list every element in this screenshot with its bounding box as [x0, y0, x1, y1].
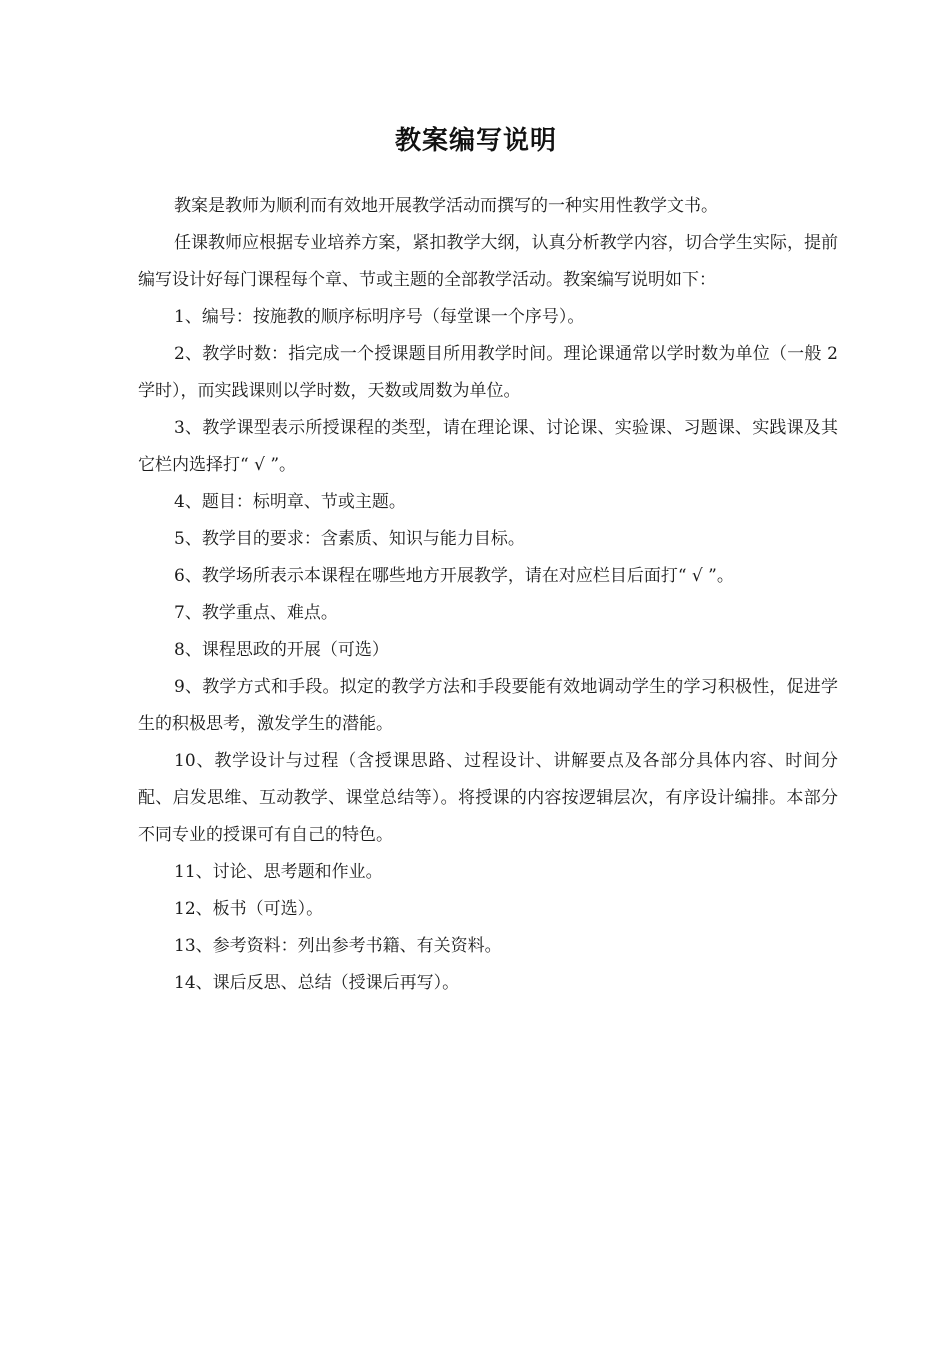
list-item-5: 5、教学目的要求：含素质、知识与能力目标。 — [174, 529, 525, 549]
list-item-13: 13、参考资料：列出参考书籍、有关资料。 — [174, 936, 502, 956]
list-item-10: 10、教学设计与过程（含授课思路、过程设计、讲解要点及各部分具体内容、时间分配、启发思维、互动教学、课堂总结等）。将授课的内容按逻辑层次，有序设计编排。本部分不同专业的授课可有自己的特色。 — [138, 751, 838, 845]
list-item-1: 1、编号：按施教的顺序标明序号（每堂课一个序号）。 — [174, 307, 585, 327]
list-item-9: 9、教学方式和手段。拟定的教学方法和手段要能有效地调动学生的学习积极性，促进学生的积极思考，激发学生的潜能。 — [138, 677, 838, 734]
document-body — [138, 188, 838, 1002]
paragraph-intro: 教案是教师为顺利而有效地开展教学活动而撰写的一种实用性教学文书。 — [174, 196, 718, 216]
page-title: 教案编写说明 — [394, 126, 557, 156]
list-item-7: 7、教学重点、难点。 — [174, 603, 338, 623]
list-item-11: 11、讨论、思考题和作业。 — [174, 862, 383, 882]
list-item-6: 6、教学场所表示本课程在哪些地方开展教学，请在对应栏目后面打“ √ ”。 — [174, 566, 734, 586]
list-item-3: 3、教学课型表示所授课程的类型，请在理论课、讨论课、实验课、习题课、实践课及其它栏内选择打“ √ ”。 — [138, 418, 838, 475]
list-item-2: 2、教学时数：指完成一个授课题目所用教学时间。理论课通常以学时数为单位（一般 2 学时），而实践课则以学时数，天数或周数为单位。 — [138, 344, 838, 401]
list-item-8: 8、课程思政的开展（可选） — [174, 640, 389, 660]
list-item-14: 14、课后反思、总结（授课后再写）。 — [174, 973, 460, 993]
paragraph-requirements: 任课教师应根据专业培养方案，紧扣教学大纲，认真分析教学内容，切合学生实际，提前编写设计好每门课程每个章、节或主题的全部教学活动。教案编写说明如下： — [138, 233, 838, 290]
list-item-4: 4、题目：标明章、节或主题。 — [174, 492, 406, 512]
list-item-12: 12、板书（可选）。 — [174, 899, 324, 919]
